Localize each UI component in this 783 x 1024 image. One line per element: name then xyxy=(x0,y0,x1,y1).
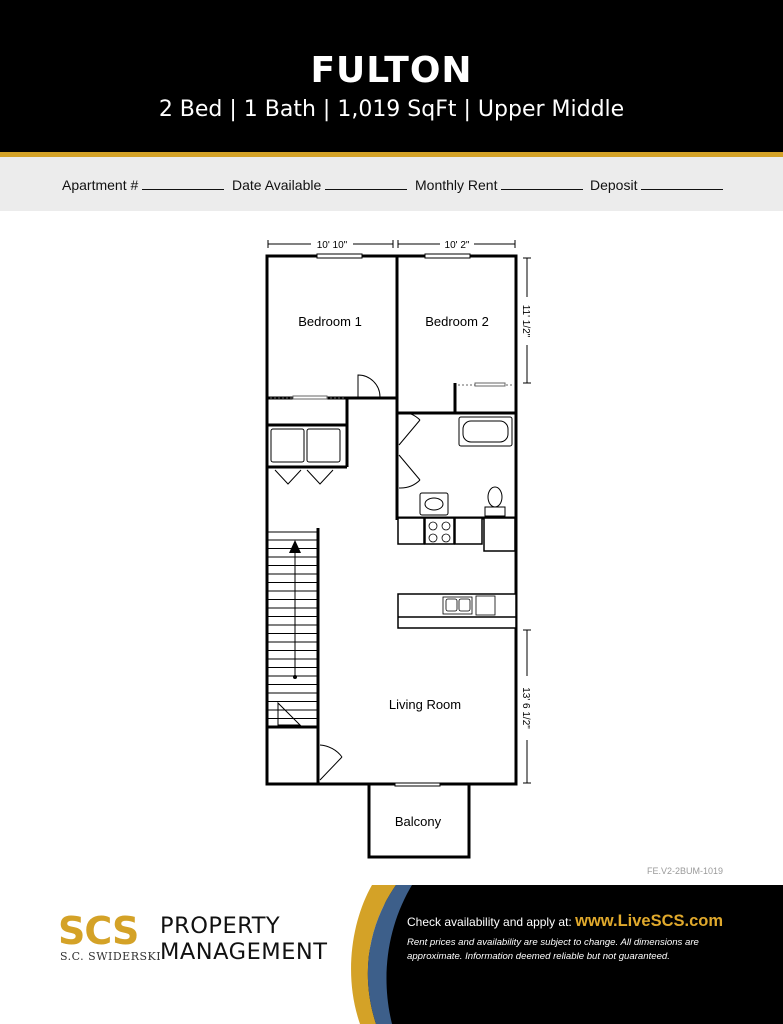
disclaimer-text: Rent prices and availability are subject to change. All dimensions are approximate. Information deemed reliable but not guaranteed. xyxy=(407,937,699,962)
scs-logo-subtext: S.C. SWIDERSKI xyxy=(60,950,162,963)
page-header xyxy=(0,0,783,152)
kitchen-sink xyxy=(443,596,495,615)
washer-dryer xyxy=(271,429,340,462)
brand-name xyxy=(160,913,328,965)
scs-logo-icon xyxy=(58,912,154,948)
dimension-bedroom1-width-label: 10' 10" xyxy=(316,240,348,251)
page-title: FULTON xyxy=(310,50,473,91)
check-text: Check availability and apply at: xyxy=(407,915,572,929)
apartment-number-field xyxy=(62,177,224,193)
form-fields-bar xyxy=(0,157,783,211)
page-subtitle: 2 Bed | 1 Bath | 1,019 SqFt | Upper Middle xyxy=(158,97,625,122)
field-blank-line xyxy=(325,177,407,190)
field-label: Deposit xyxy=(590,177,638,193)
scs-logo-letters: SCS xyxy=(58,912,139,948)
plan-code: FE.V2-2BUM-1019 xyxy=(646,866,723,876)
date-available-field xyxy=(232,177,407,193)
dimension-living-depth-label: 13' 6 1/2" xyxy=(520,687,531,729)
brand-line2: MANAGEMENT xyxy=(160,939,328,965)
bathroom-fixtures xyxy=(420,417,512,516)
stair-arrow xyxy=(289,540,301,679)
field-label: Monthly Rent xyxy=(415,177,498,193)
deposit-field xyxy=(590,177,723,193)
monthly-rent-field xyxy=(415,177,583,193)
room-label-bedroom1: Bedroom 1 xyxy=(298,314,362,329)
field-blank-line xyxy=(142,177,224,190)
website-link[interactable]: www.LiveSCS.com xyxy=(575,912,724,930)
field-label: Date Available xyxy=(232,177,322,193)
field-blank-line xyxy=(501,177,583,190)
dimension-bedroom2-depth-label: 11' 1/2" xyxy=(520,304,531,338)
room-label-bedroom2: Bedroom 2 xyxy=(425,314,489,329)
dimension-bedroom2-width-label: 10' 2" xyxy=(444,240,470,251)
check-availability xyxy=(407,912,723,931)
room-label-living: Living Room xyxy=(388,697,462,712)
brand-line1: PROPERTY xyxy=(160,913,281,939)
field-label: Apartment # xyxy=(62,177,139,193)
field-blank-line xyxy=(641,177,723,190)
floor-plan xyxy=(0,211,783,866)
staircase xyxy=(267,532,318,719)
room-label-balcony: Balcony xyxy=(394,814,442,829)
